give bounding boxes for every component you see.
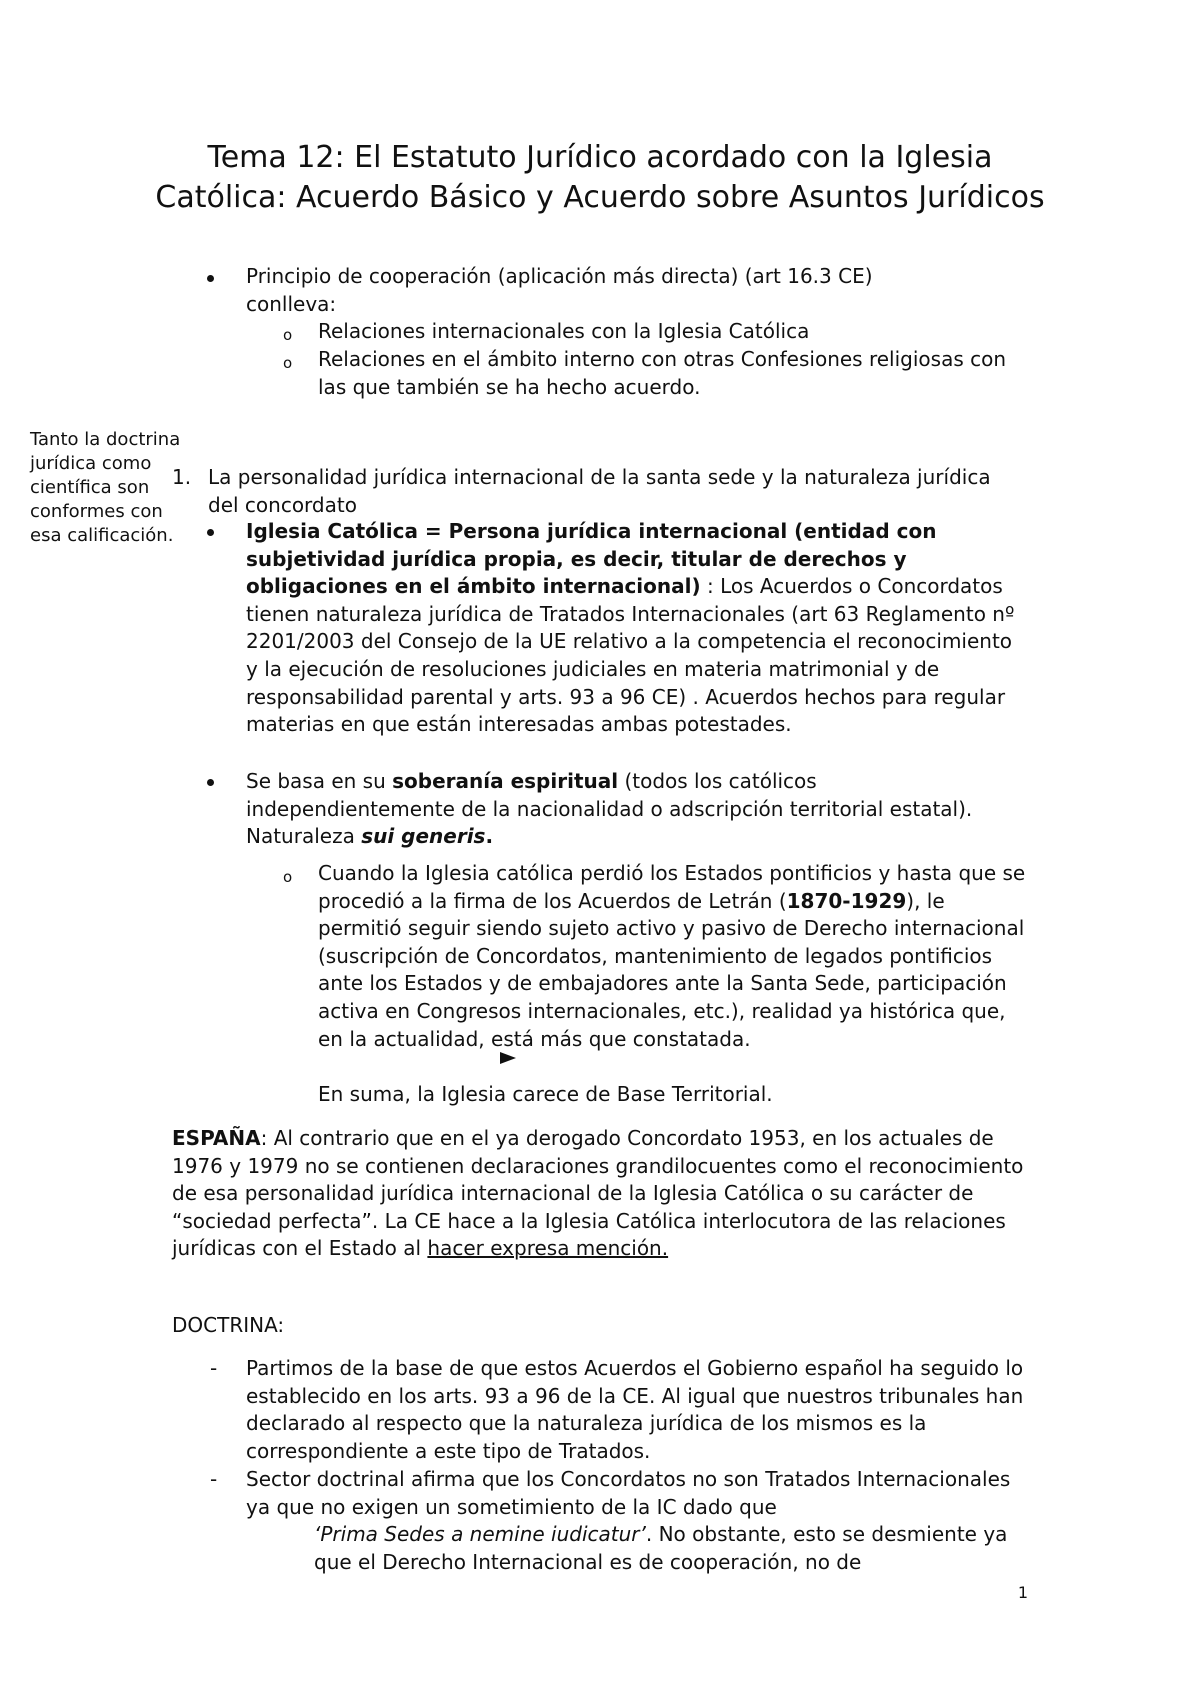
italic-text: sui generis	[361, 824, 486, 849]
doctrina-label: DOCTRINA:	[172, 1313, 285, 1337]
espana-paragraph: ESPAÑA: Al contrario que en el ya derogado Concordato 1953, en los actuales de 1976 y 1979 no se contienen declaraciones grandilocuentes como el reconocimiento de esa personalidad jurídica internacional de la Iglesia Católica o su carácter de “sociedad perfecta”. La CE hace a la Iglesia Católica interlocutora de las relaciones jurídicas con el Estado al hacer expresa mención.	[172, 1126, 1024, 1261]
bold-text: Iglesia Católica = Persona jurídica internacional (entidad con subjetividad jurídica propia, es decir, titular de derechos y obligaciones en el ámbito internacional)	[246, 519, 937, 599]
bullet-icon	[207, 275, 214, 282]
bullet-icon	[207, 529, 214, 536]
underlined-text: hacer expresa mención.	[427, 1236, 669, 1261]
bullet-persona-juridica: Iglesia Católica = Persona jurídica internacional (entidad con subjetividad jurídica propia, es decir, titular de derechos y obligaciones en el ámbito internacional) : Los Acuerdos o Concordatos tienen naturaleza jurídica de Tratados Internacionales (art 63 Reglamento nº 2201/2003 del Consejo de la UE relativo a la competencia el reconocimiento y la ejecución de resoluciones judiciales en materia matrimonial y de responsabilidad parental y arts. 93 a 96 CE) . Acuerdos hechos para regular materias en que están interesadas ambas potestades.	[246, 519, 1015, 737]
sub-bullet-icon: o	[283, 868, 293, 886]
margin-comment: Tanto la doctrina jurídica como científica son conformes con esa calificación.	[30, 429, 181, 546]
sub-bullet-letran: Cuando la Iglesia católica perdió los Estados pontificios y hasta que se procedió a la firma de los Acuerdos de Letrán (1870-1929), le permitió seguir siendo sujeto activo y pasivo de Derecho internacional (suscripción de Concordatos, mantenimiento de legados pontificios ante los Estados y de embajadores ante la Santa Sede, participación activa en Congresos internacionales, etc.), realidad ya histórica que, en la actualidad, está más que constatada.	[318, 861, 1026, 1051]
sub-bullet-icon: o	[283, 326, 293, 344]
intro-bullet: Principio de cooperación (aplicación más directa) (art 16.3 CE) conlleva:	[246, 264, 873, 316]
italic-text: ‘Prima Sedes a nemine iudicatur’	[314, 1522, 646, 1547]
dash-marker: -	[210, 1356, 218, 1380]
doctrina-item-2: Sector doctrinal afirma que los Concordatos no son Tratados Internacionales ya que no exigen un sometimiento de la IC dado que ‘Prima Sedes a nemine iudicatur’. No obstante, esto se desmiente ya que el Derecho Internacional es de cooperación, no de	[246, 1467, 1011, 1574]
intro-sub-2: Relaciones en el ámbito interno con otras Confesiones religiosas con las que también se ha hecho acuerdo.	[318, 347, 1007, 399]
doctrina-item-1: Partimos de la base de que estos Acuerdos el Gobierno español ha seguido lo establecido en los arts. 93 a 96 de la CE. Al igual que nuestros tribunales han declarado al respecto que la naturaleza jurídica de los mismos es la correspondiente a este tipo de Tratados.	[246, 1356, 1024, 1463]
intro-sub-1: Relaciones internacionales con la Iglesia Católica	[318, 319, 810, 343]
page-number: 1	[1017, 1583, 1028, 1602]
bullet-icon	[207, 779, 214, 786]
section-heading: La personalidad jurídica internacional de la santa sede y la naturaleza jurídica del concordato	[208, 465, 991, 517]
bold-text: ESPAÑA	[172, 1126, 261, 1150]
section-number: 1.	[172, 465, 192, 489]
page-title: Tema 12: El Estatuto Jurídico acordado con la Iglesia Católica: Acuerdo Básico y Acuerdo sobre Asuntos Jurídicos	[155, 140, 1045, 215]
dash-marker: -	[210, 1467, 218, 1491]
bold-text: soberanía espiritual	[392, 769, 619, 793]
sub-bullet-icon: o	[283, 354, 293, 372]
arrow-icon	[498, 1048, 522, 1068]
summary-text: En suma, la Iglesia carece de Base Territorial.	[318, 1082, 773, 1106]
bullet-soberania: Se basa en su soberanía espiritual (todos los católicos independientemente de la nacionalidad o adscripción territorial estatal). Naturaleza sui generis.	[246, 769, 973, 849]
